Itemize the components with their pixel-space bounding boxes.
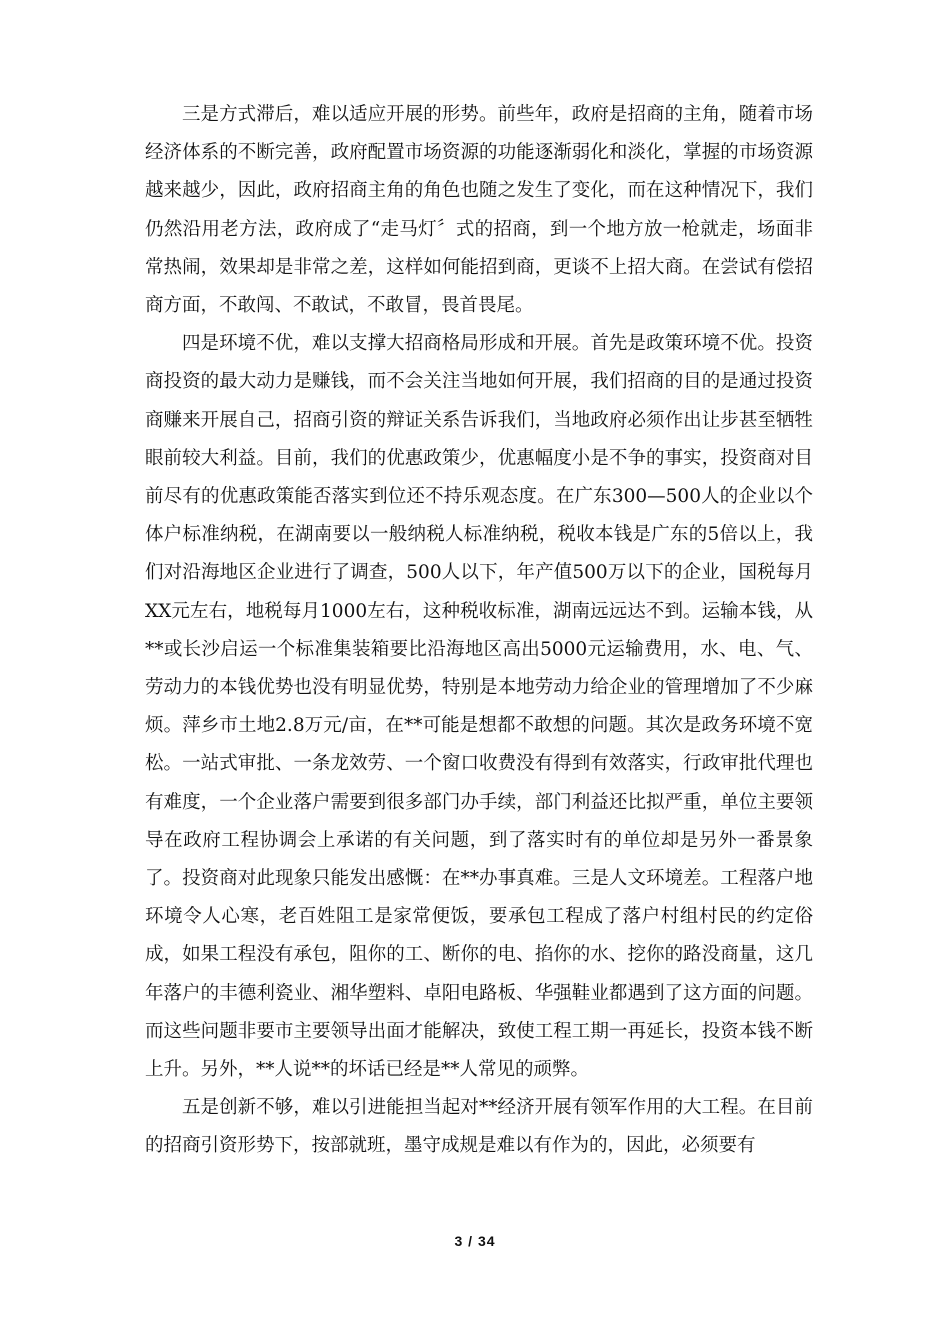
body-text	[145, 96, 813, 1166]
paragraph-innovation: 五是创新不够，难以引进能担当起对**经济开展有领军作用的大工程。在目前的招商引资形势下，按部就班，墨守成规是难以有作为的，因此，必须要有	[145, 1097, 813, 1157]
page-number: 3 / 34	[454, 1233, 496, 1249]
paragraph-environment: 四是环境不优，难以支撑大招商格局形成和开展。首先是政策环境不优。投资商投资的最大动力是赚钱，而不会关注当地如何开展，我们招商的目的是通过投资商赚来开展自己，招商引资的辩证关系告诉我们，当地政府必须作出让步甚至牺牲眼前较大利益。目前，我们的优惠政策少，优惠幅度小是不争的事实，投资商对目前尽有的优惠政策能否落实到位还不持乐观态度。在广东300—500人的企业以个体户标准纳税，在湖南要以一般纳税人标准纳税，税收本钱是广东的5倍以上，我们对沿海地区企业进行了调查，500人以下，年产值500万以下的企业，国税每月XX元左右，地税每月1000左右，这种税收标准，湖南远远达不到。运输本钱，从**或长沙启运一个标准集装箱要比沿海地区高出5000元运输费用，水、电、气、劳动力的本钱优势也没有明显优势，特别是本地劳动力给企业的管理增加了不少麻烦。萍乡市土地2.8万元/亩，在**可能是想都不敢想的问题。其次是政务环境不宽松。一站式审批、一条龙效劳、一个窗口收费没有得到有效落实，行政审批代理也有难度，一个企业落户需要到很多部门办手续，部门利益还比拟严重，单位主要领导在政府工程协调会上承诺的有关问题，到了落实时有的单位却是另外一番景象了。投资商对此现象只能发出感慨：在**办事真难。三是人文环境差。工程落户地环境令人心寒，老百姓阻工是家常便饭，要承包工程成了落户村组村民的约定俗成，如果工程没有承包，阻你的工、断你的电、掐你的水、挖你的路没商量，这几年落户的丰德利瓷业、湘华塑料、卓阳电路板、华强鞋业都遇到了这方面的问题。而这些问题非要市主要领导出面才能解决，致使工程工期一再延长，投资本钱不断上升。另外，**人说**的坏话已经是**人常见的顽弊。	[145, 333, 813, 1081]
paragraph-method-lag: 三是方式滞后，难以适应开展的形势。前些年，政府是招商的主角，随着市场经济体系的不断完善，政府配置市场资源的功能逐渐弱化和淡化，掌握的市场资源越来越少，因此，政府招商主角的角色也随之发生了变化，而在这种情况下，我们仍然沿用老方法，政府成了“走马灯〞式的招商，到一个地方放一枪就走，场面非常热闹，效果却是非常之差，这样如何能招到商，更谈不上招大商。在尝试有偿招商方面，不敢闯、不敢试，不敢冒，畏首畏尾。	[145, 104, 813, 317]
